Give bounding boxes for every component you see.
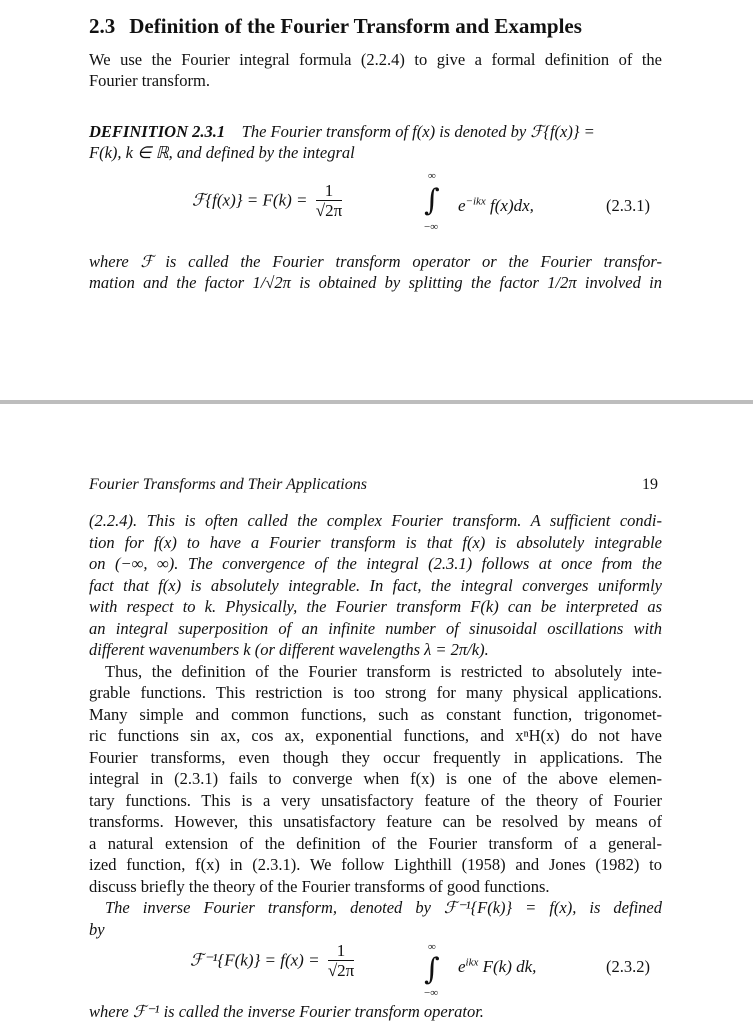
text-line: tary functions. This is a very unsatisfactory feature of the theory of Fourier: [89, 790, 662, 810]
integrand-exponent: −ikx: [465, 195, 486, 208]
text-line: ized function, f(x) in (2.3.1). We follow Lighthill (1958) and Jones (1982) to: [89, 855, 662, 874]
integrand-base: e: [458, 196, 466, 215]
where-line: mation and the factor 1/√2π is obtained by splitting the factor 1/2π involved in: [89, 273, 662, 292]
lower-limit: −∞: [424, 221, 439, 233]
text-line: transforms. However, this unsatisfactory feature can be resolved by means of: [89, 812, 662, 831]
text-line: integral in (2.3.1) fails to converge when f(x) is one of the above elemen-: [89, 769, 662, 788]
page-number: 19: [642, 476, 658, 493]
text-line: by: [89, 919, 105, 939]
fraction-denominator: √2π: [327, 961, 355, 980]
definition-line: [89, 122, 662, 142]
definition-label: DEFINITION 2.3.1: [89, 122, 226, 141]
equation-lhs: ℱ⁻¹{F(k)} = f(x) =: [190, 950, 320, 970]
text-line: Fourier transforms, even though they occur frequently in applications. The: [89, 747, 662, 767]
integral-sign: ∫: [424, 183, 440, 218]
fraction-numerator: 1: [328, 942, 354, 961]
text-line: grable functions. This restriction is too strong for many physical applications.: [89, 683, 662, 702]
definition-text: The Fourier transform of f(x) is denoted by ℱ{f(x)} =: [241, 122, 595, 141]
fraction-numerator: 1: [316, 182, 342, 201]
text-line: discuss briefly the theory of the Fourier transforms of good functions.: [89, 876, 550, 896]
integrand-rest: f(x)dx,: [490, 196, 534, 215]
fraction: [316, 182, 342, 221]
page-19: [0, 404, 753, 1024]
text-line: tion for f(x) to have a Fourier transform is that f(x) is absolutely integrable: [89, 532, 662, 552]
equation-lhs: ℱ{f(x)} = F(k) =: [192, 190, 308, 210]
lower-limit: −∞: [424, 987, 439, 999]
text-line: Thus, the definition of the Fourier transform is restricted to absolutely inte-: [105, 661, 662, 681]
text-line: on (−∞, ∞). The convergence of the integral (2.3.1) follows at once from the: [89, 554, 662, 573]
fraction-denominator: √2π: [315, 201, 343, 220]
equation-number: (2.3.2): [606, 957, 650, 976]
text-line: Many simple and common functions, such as constant function, trigonomet-: [89, 704, 662, 724]
text-line: a natural extension of the definition of the Fourier transform of a general-: [89, 833, 662, 853]
integrand-rest: F(k) dk,: [482, 957, 537, 976]
text-line: different wavenumbers k (or different wavelengths λ = 2π/k).: [89, 640, 489, 659]
upper-limit: ∞: [428, 941, 436, 953]
definition-line: F(k), k ∈ ℝ, and defined by the integral: [89, 143, 355, 162]
equation-number: (2.3.1): [606, 196, 650, 215]
section-number: 2.3: [89, 14, 116, 38]
text-line: fact that f(x) is absolutely integrable. In fact, the integral converges uniformly: [89, 575, 662, 595]
where-line: where ℱ is called the Fourier transform operator or the Fourier transfor-: [89, 252, 662, 271]
running-head: Fourier Transforms and Their Applications: [89, 476, 367, 493]
intro-line: We use the Fourier integral formula (2.2.4) to give a formal definition of the: [89, 50, 662, 69]
text-line: The inverse Fourier transform, denoted by ℱ⁻¹{F(k)} = f(x), is defined: [105, 898, 662, 917]
section-heading: [89, 14, 596, 39]
integrand-exponent: ikx: [465, 956, 479, 969]
text-line: (2.2.4). This is often called the complex Fourier transform. A sufficient condi-: [89, 511, 662, 530]
section-title: Definition of the Fourier Transform and Examples: [129, 14, 582, 38]
text-line: where ℱ⁻¹ is called the inverse Fourier transform operator.: [89, 1002, 484, 1021]
integral-sign: ∫: [424, 952, 440, 987]
text-line: an integral superposition of an infinite number of sinusoidal oscillations with: [89, 618, 662, 638]
intro-line: Fourier transform.: [89, 71, 210, 90]
page-top: [0, 0, 753, 400]
fraction: [328, 942, 354, 981]
text-line: ric functions sin ax, cos ax, exponential functions, and xⁿH(x) do not have: [89, 726, 662, 745]
text-line: with respect to k. Physically, the Fourier transform F(k) can be interpreted as: [89, 597, 662, 616]
upper-limit: ∞: [428, 170, 436, 182]
integrand-base: e: [458, 957, 466, 976]
